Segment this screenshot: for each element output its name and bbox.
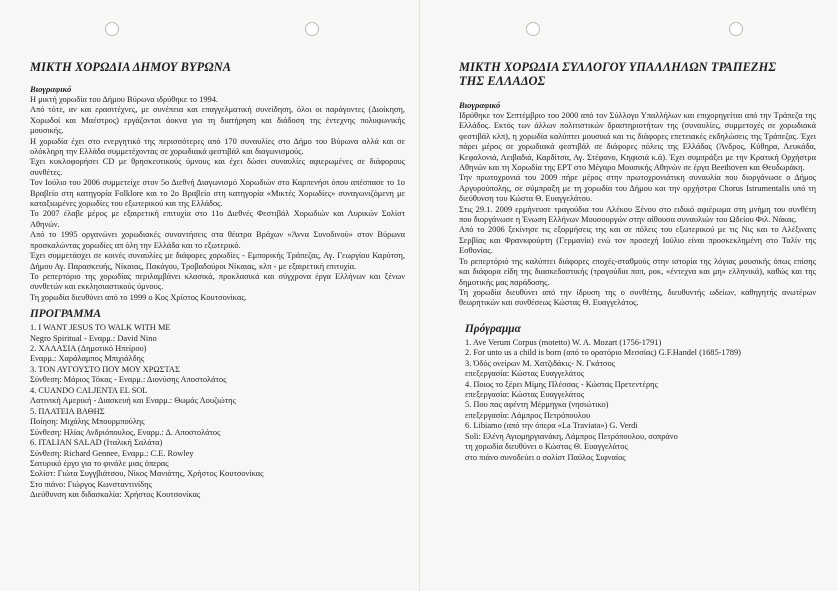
- bio-paragraph: Η χορωδία έχει στο ενεργητικό της περισσότερες από 170 συναυλίες στο Δήμο του Βύρωνα αλλά και σε ολόκληρη την Ελλάδα συμμετέχοντας σε χορωδιακά φεστιβάλ και διαγωνισμούς.: [30, 136, 405, 157]
- left-bio: [30, 95, 405, 303]
- right-title: [459, 60, 816, 88]
- program-line: Σύνθεση: Μάριος Τόκας - Εναρμ.: Διονύσης Αποστολάτος: [30, 375, 227, 385]
- bio-paragraph: Το 2007 έλαβε μέρος με εξαιρετική επιτυχία στο 11ο Διεθνές Φεστιβάλ Χορωδιών και Λυρικών Σολίστ Αθηνών.: [30, 209, 405, 229]
- program-line: Διεύθυνση και διδασκαλία: Χρήστος Κουτσονίκας: [30, 490, 201, 500]
- program-line: 5. Που πας αφέντη Μέρμηγκα (νησιώτικο): [465, 400, 609, 410]
- program-line: επεξεργασία: Λάμπρος Πετρόπουλου: [465, 410, 591, 420]
- program-line: επεξεργασία: Κώστας Ευαγγελάτος: [465, 389, 585, 399]
- left-program-list: [30, 323, 405, 501]
- punch-hole: [729, 22, 743, 36]
- program-line: 2. For unto us a child is born (από το ορατόριο Μεσσίας) G.F.Handel (1685-1789): [465, 348, 741, 358]
- bio-paragraph: Τη χορωδία διευθύνει από την ίδρυση της ο συνθέτης, διευθυντής ωδείων, καθηγητής ανωτέρων θεωρητικών και συνθέσεως Κώστας Θ. Ευαγγελάτος.: [459, 287, 816, 308]
- bio-paragraph: Το ρεπερτόριό της καλύπτει διάφορες εποχές-σταθμούς στην ιστορία της λόγιας μουσικής όπως επίσης και διάφορα είδη της διασκεδαστικής (τραγούδια ποπ, ροκ, «έντεχνα και μη» ελληνικά), καθώς και της δημοτικής μας παράδοσης.: [459, 256, 816, 287]
- program-line: 3. ΤΟΝ ΑΥΓΟΥΣΤΟ ΠΟΥ ΜΟΥ ΧΡΩΣΤΑΣ: [30, 364, 180, 374]
- program-line: 2. ΧΑΛΑΣΙΑ (Δημοτικό Ηπείρου): [30, 344, 147, 354]
- right-title-line1: ΜΙΚΤΗ ΧΟΡΩΔΙΑ ΣΥΛΛΟΓΟΥ ΥΠΑΛΛΗΛΩΝ ΤΡΑΠΕΖΗΣ: [459, 60, 777, 74]
- bio-paragraph: Έχει κυκλοφορήσει CD με θρησκευτικούς ύμνους και έχει δώσει συναυλίες αφιερωμένες σε διάφορους συνθέτες.: [30, 157, 405, 177]
- left-bio-heading: Βιογραφικό: [30, 84, 72, 94]
- punch-hole: [105, 22, 119, 36]
- bio-paragraph: Έχει συμμετάσχει σε κοινές συναυλίες με διάφορες χορωδίες - Εμπορικής Τράπεζας, Αγ. Γεωργίου Καρύτση, Δήμου Αγ. Παρασκευής, Νίκαιας, Πακάγου, Τροβαδούροι Νίκαιας, κλπ - με εξαιρετική επιτυχία.: [30, 251, 405, 271]
- bio-paragraph: Από το 1995 οργανώνει χορωδιακές συναντήσεις στα θέατρα Βράχων «Άννα Συνοδινού» στον Βύρωνα προσκαλώντας χορωδίες απ όλη την Ελλάδα και το εξωτερικό.: [30, 230, 405, 250]
- right-bio-heading: Βιογραφικό: [459, 100, 501, 110]
- bio-paragraph: Στις 29.1. 2009 ερμήνευσε τραγούδια του Αλέκου Ξένου στο ειδικό αφιέρωμα στη μνήμη του συνθέτη που διοργάνωσε η Ένωση Ελλήνων Μουσουργών στην αίθουσα συναυλιών του Ωδείου Φιλ. Νάκας.: [459, 204, 816, 225]
- program-line: 3. Όδός ονείρων Μ. Χατζιδάκις- Ν. Γκάτσος: [465, 358, 615, 368]
- right-title-line2: ΤΗΣ ΕΛΛΑΔΟΣ: [459, 74, 546, 88]
- program-line: 1. I WANT JESUS TO WALK WITH ME: [30, 323, 171, 333]
- left-title: ΜΙΚΤΗ ΧΟΡΩΔΙΑ ΔΗΜΟΥ ΒΥΡΩΝΑ: [30, 60, 232, 74]
- left-program-heading: ΠΡΟΓΡΑΜΜΑ: [30, 308, 102, 321]
- bio-paragraph: Η μικτή χορωδία του Δήμου Βύρωνα ιδρύθηκε το 1994.: [30, 95, 218, 104]
- program-line: στο πιάνο συνοδεύει ο σολίστ Παύλος Σιφναίος: [465, 452, 626, 462]
- bio-paragraph: Τη χορωδία διευθύνει από το 1999 ο Κος Χρίστος Κουτσονίκας.: [30, 292, 247, 302]
- program-line: τη χορωδία διευθύνει ο Κώστας Θ. Ευαγγελάτος: [465, 442, 628, 452]
- program-line: 5. ΠΛΑΤΕΙΑ ΒΑΘΗΣ: [30, 406, 105, 416]
- program-line: 4. Ποιος το ξέρει Μίμης Πλέσσας - Κώστας Πρετεντέρης: [465, 379, 658, 389]
- program-line: Σολίστ: Γιώτα Συγγβιάτσου, Νίκος Μανιάτης, Χρήστος Κουτσονίκας: [30, 469, 264, 479]
- program-line: Negro Spiritual - Εναρμ.: David Nino: [30, 333, 157, 343]
- bio-paragraph: Το ρεπερτόριο της χορωδίας περιλαμβάνει κλασικά, προκλασικά και σύγχρονα έργα Ελλήνων και ξένων συνθετών και εκκλησιαστικούς ύμνους.: [30, 271, 405, 292]
- program-line: Σύνθεση: Richard Gennee, Εναρμ.: C.E. Rowley: [30, 448, 194, 458]
- bio-paragraph: Ιδρύθηκε τον Σεπτέμβριο του 2000 από τον Σύλλογο Υπαλλήλων και επιχορηγείται από την Τράπεζα της Ελλάδος. Εκτός των άλλων πολιτιστικών δραστηριοτήτων της (συναυλίες, συμμετοχές σε χορωδιακά φεστιβάλ κλπ), η χορωδία καλύπτει μουσικά και τις διάφορες επετειακές εκδηλώσεις της Τράπεζας. Έχει πάρει μέρος σε χορωδιακά φεστιβάλ σε διάφορες πόλεις της Ελλάδας (Άνδρος, Κύθηρα, Λευκάδα, Κεφαλονιά, Λειβαδιά, Καρδίτσα, Αγ. Στέφανο, Κηφισιά κ.ά). Έχει συμπράξει με την Κρατική Ορχήστρα Αθηνών και τη Χορωδία της ΕΡΤ στο Μέγαρο Μουσικής Αθηνών σε έργα Beethoven και Θεοδωράκη.: [459, 111, 816, 173]
- right-bio: [453, 111, 816, 309]
- right-program-heading: Πρόγραμμα: [465, 322, 521, 335]
- program-line: Σύνθεση: Ηλίας Ανδριόπουλος, Εναρμ.: Δ. Αποστολάτος: [30, 427, 221, 437]
- punch-hole: [305, 22, 319, 36]
- program-line: 4. CUANDO CALJENTA EL SOL: [30, 385, 148, 395]
- program-line: 6. Libiamo (από την όπερα «La Traviata») G. Verdi: [465, 421, 638, 431]
- right-page: [419, 0, 838, 591]
- program-line: Στο πιάνο: Γιώργος Κωνσταντινίδης: [30, 479, 152, 489]
- program-line: Εναρμ.: Χαράλαμπος Μπιχιάλδης: [30, 354, 145, 364]
- program-line: Soli: Ελένη Αγιομηργιανάκη, Λάμπρος Πετρόπουλου, σοπράνο: [465, 431, 678, 441]
- bio-paragraph: Από το 2006 ξεκίνησε τις εξορμήσεις της και σε πόλεις του εξωτερικού με τις Νις και το Αλέξινατς Σερβίας και Φρανκφούρτη (Γερμανία) ενώ τον προσεχή Ιούλιο είναι προσκεκλημένη στο Ταλίν της Εσθονίας.: [459, 225, 816, 256]
- program-line: Ποίηση: Μιχάλης Μπουρμπούλης: [30, 417, 145, 427]
- bio-paragraph: Από τότε, αν και ερασιτέχνες, με συνέπεια και επαγγελματική συνείδηση, όλοι οι παράγοντες (Διοίκηση, Χορωδοί και Μαέστρος) εργάζονται άοκνα για τη διατήρηση και διάδοση της έντεχνης πολυφωνικής μουσικής.: [30, 105, 405, 136]
- right-program-list: [453, 338, 816, 463]
- bio-paragraph: Τον Ιούλιο του 2006 συμμετείχε στον 5ο Διεθνή Διαγωνισμό Χορωδιών στο Καρπενήσι όπου απέσπασε το 1ο Βραβείο στη κατηγορία Folklore και το 2ο Βραβείο στη κατηγορία «Μικτές Χορωδίες» συναγωνιζόμενη με καταξιωμένες χορωδίες του εξωτερικού και της Ελλάδος.: [30, 178, 405, 209]
- program-line: επεξεργασία: Κώστας Ευαγγελάτος: [465, 369, 585, 379]
- program-line: Λατινική Αμερική - Διασκευή και Εναρμ.: Θωμάς Λουζιώτης: [30, 396, 236, 406]
- program-line: Σατυρικό έργο για το φινάλε μιας όπερας: [30, 459, 169, 469]
- program-line: 6. ITALIAN SALAD (Ιταλική Σαλάτα): [30, 438, 163, 448]
- punch-hole: [526, 22, 540, 36]
- program-line: 1. Ave Verum Corpus (motetto) W. A. Mozart (1756-1791): [465, 337, 662, 347]
- bio-paragraph: Την πρωτοχρονιά του 2009 πήρε μέρος στην πρωτοχρονιάτικη συναυλία που διοργάνωσε ο Δήμος Αργυρούπολης, σε σύμπραξη με τη χορωδία του Δήμου και την ορχήστρα Chorus Istrumentalis υπό τη διεύθυνση του Κώστα Θ. Ευαγγελάτου.: [459, 173, 816, 204]
